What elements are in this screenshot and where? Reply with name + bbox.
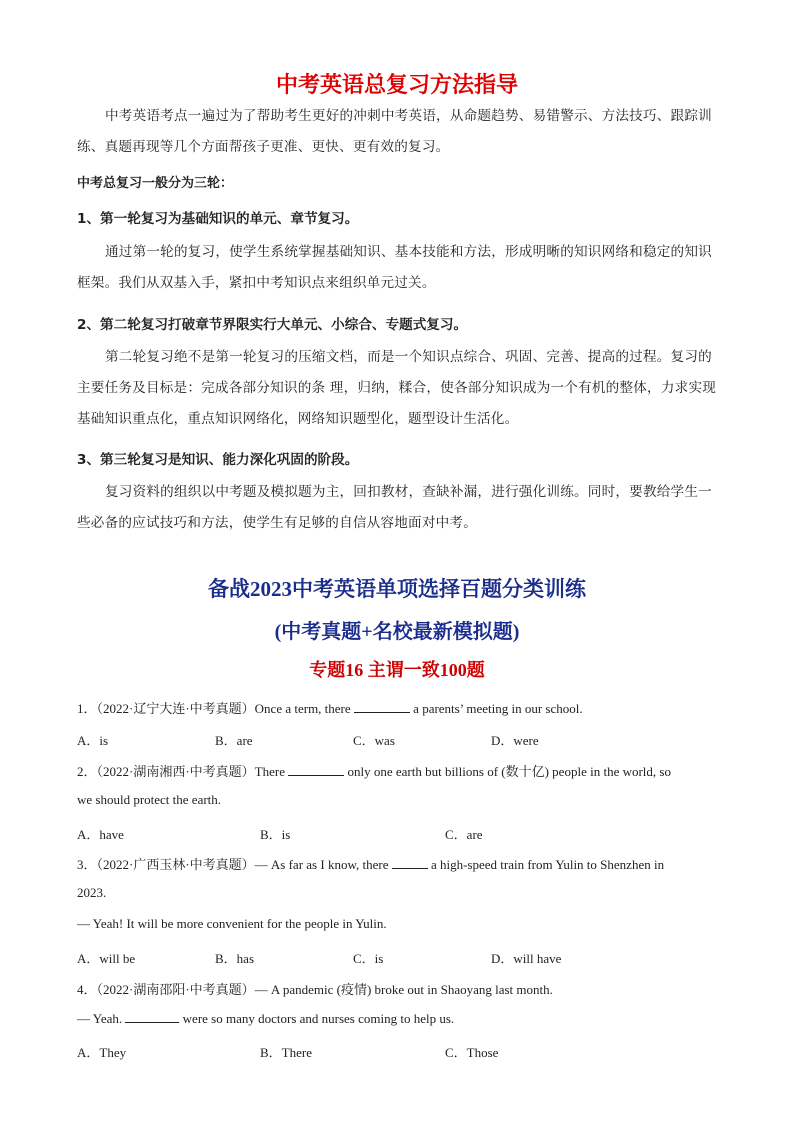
question-2 <box>77 761 727 780</box>
question-text: 3．（2022·广西玉林·中考真题）— As far as I know, there <box>77 857 392 872</box>
question-3-continued: 2023. <box>77 885 107 900</box>
option-b: B．are <box>215 733 253 748</box>
round2-heading: 2、第二轮复习打破章节界限实行大单元、小综合、专题式复习。 <box>77 317 468 333</box>
topic-title: 专题16 主谓一致100题 <box>309 660 485 680</box>
answer-blank <box>354 700 410 713</box>
option-d: D．will have <box>491 951 562 966</box>
option-c: C．are <box>445 827 483 842</box>
option-d: D．were <box>491 733 539 748</box>
option-b: B．is <box>260 827 291 842</box>
section-title: 备战2023中考英语单项选择百题分类训练 <box>208 577 586 601</box>
question-text: were so many doctors and nurses coming to help us. <box>179 1011 455 1026</box>
question-2-continued: we should protect the earth. <box>77 792 222 807</box>
intro-paragraph: 中考英语考点一遍过为了帮助考生更好的冲刺中考英语，从命题趋势、易错警示、方法技巧、跟踪训练、真题再现等几个方面帮孩子更准、更快、更有效的复习。 <box>77 108 712 155</box>
round1-text: 通过第一轮的复习，使学生系统掌握基础知识、基本技能和方法，形成明晰的知识网络和稳定的知识框架。我们从双基入手，紧扣中考知识点来组织单元过关。 <box>77 244 712 291</box>
option-a: A．will be <box>77 951 136 966</box>
option-a: A．is <box>77 733 109 748</box>
question-text: a parents’ meeting in our school. <box>409 701 583 716</box>
round2-text: 第二轮复习绝不是第一轮复习的压缩文档，而是一个知识点综合、巩固、完善、提高的过程。复习的主要任务及目标是：完成各部分知识的条 理，归纳，糅合，使各部分知识成为一个有机的整体，力求实现基础知识重点化，重点知识网络化，网络知识题型化，题型设计生活化。 <box>77 349 717 427</box>
question-text: 1．（2022·辽宁大连·中考真题）Once a term, there <box>77 701 354 716</box>
option-a: A．have <box>77 827 124 842</box>
round1-heading: 1、第一轮复习为基础知识的单元、章节复习。 <box>77 211 359 227</box>
section-subtitle: (中考真题+名校最新模拟题) <box>274 621 520 643</box>
question-3 <box>77 854 727 873</box>
option-a: A．They <box>77 1045 127 1060</box>
question-1 <box>77 698 727 717</box>
question-text: 2．（2022·湖南湘西·中考真题）There <box>77 764 289 779</box>
question-text: only one earth but billions of (数十亿) people in the world, so <box>344 764 671 779</box>
question-text: a high-speed train from Yulin to Shenzhen in <box>427 857 665 872</box>
page-title: 中考英语总复习方法指导 <box>275 73 518 98</box>
round3-text: 复习资料的组织以中考题及模拟题为主，回扣教材，查缺补漏，进行强化训练。同时，要教给学生一些必备的应试技巧和方法，使学生有足够的自信从容地面对中考。 <box>77 484 712 531</box>
question-3-reply: — Yeah! It will be more convenient for the people in Yulin. <box>77 916 387 931</box>
question-4: 4．（2022·湖南邵阳·中考真题）— A pandemic (疫情) broke out in Shaoyang last month. <box>77 982 553 997</box>
rounds-heading: 中考总复习一般分为三轮： <box>77 176 234 191</box>
option-b: B．has <box>215 951 255 966</box>
option-c: C．Those <box>445 1045 499 1060</box>
question-4-reply <box>77 1010 727 1027</box>
answer-blank <box>392 856 428 869</box>
option-b: B．There <box>260 1045 312 1060</box>
answer-blank <box>288 763 344 776</box>
answer-blank <box>125 1010 179 1023</box>
round3-heading: 3、第三轮复习是知识、能力深化巩固的阶段。 <box>77 452 359 468</box>
option-c: C．was <box>353 733 395 748</box>
option-c: C．is <box>353 951 384 966</box>
question-text: — Yeah. <box>77 1011 126 1026</box>
